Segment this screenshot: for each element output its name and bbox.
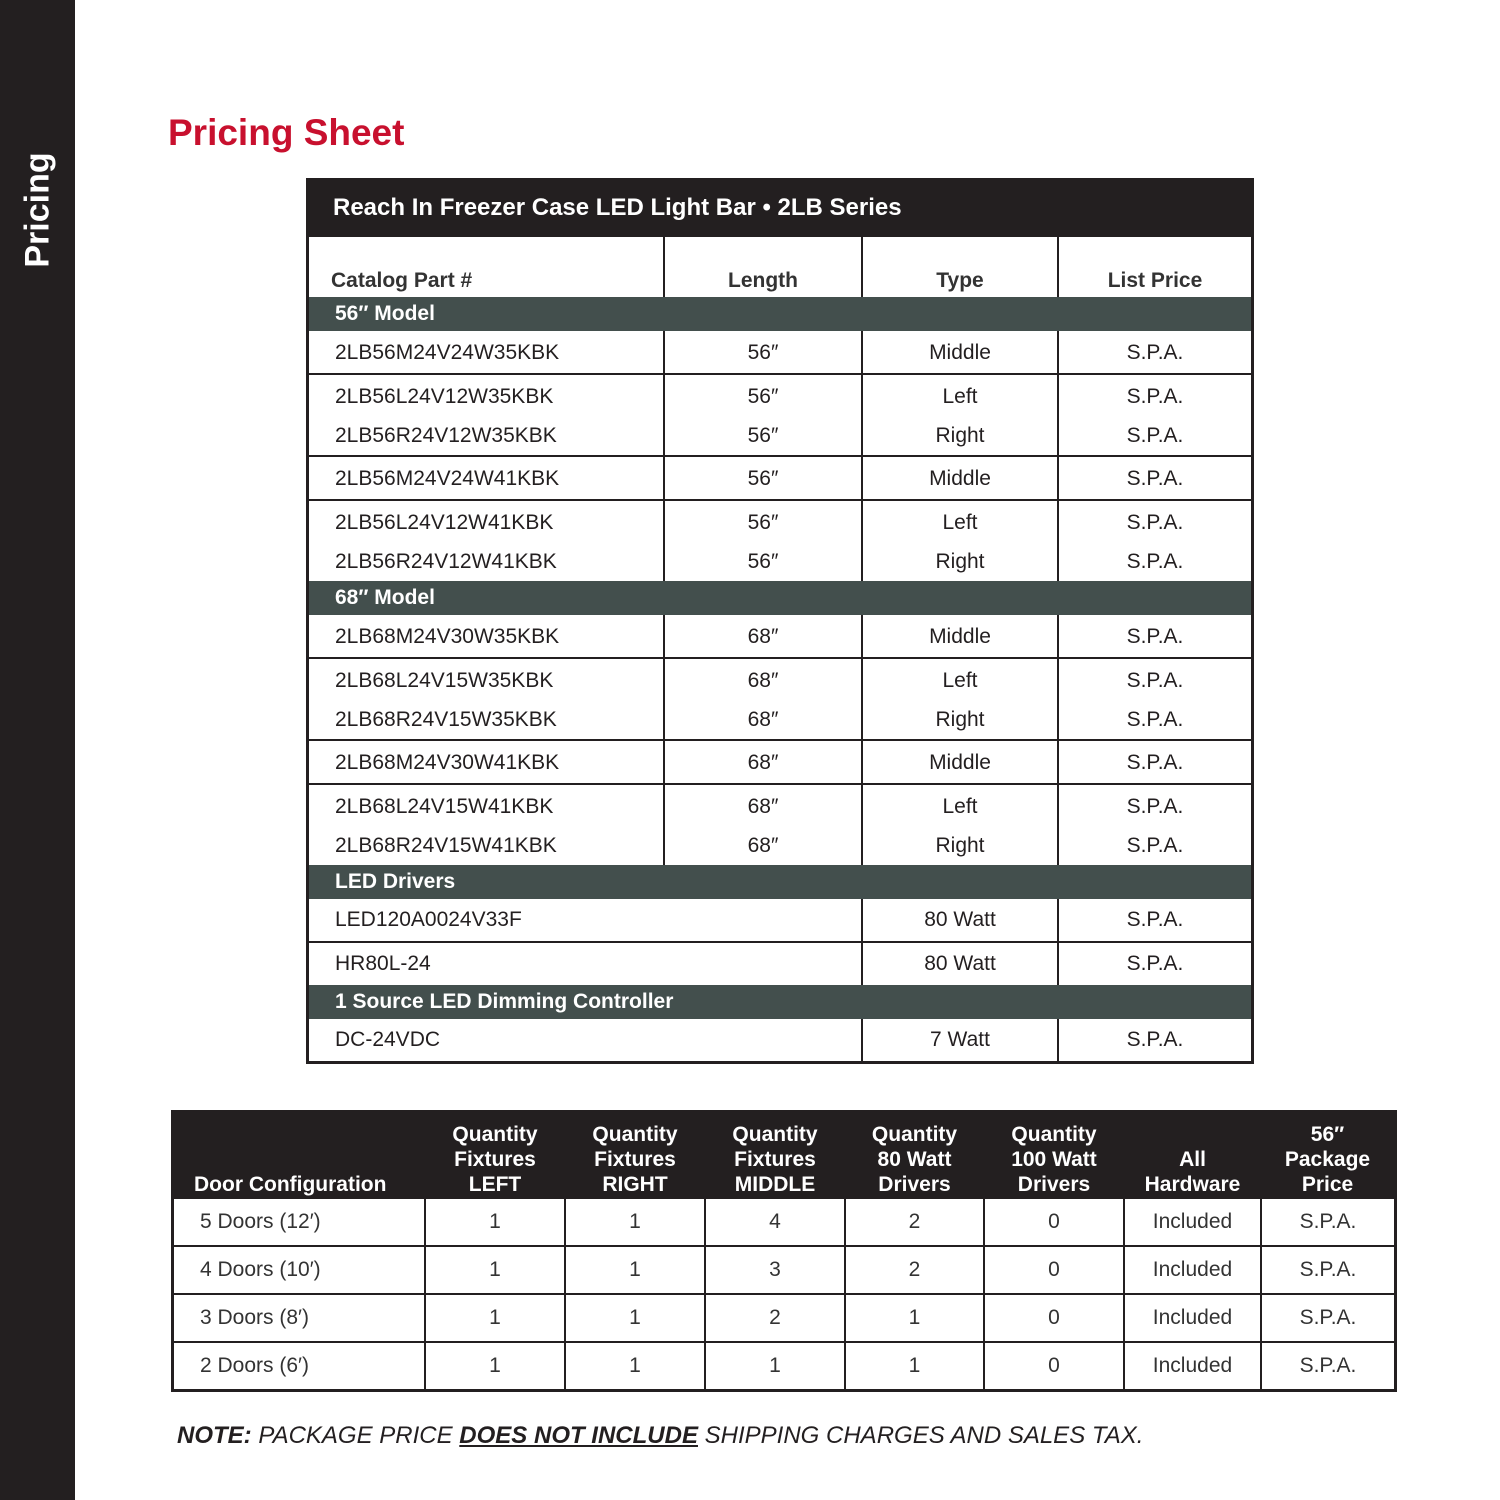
drivers-section-header-row bbox=[309, 865, 1251, 899]
package-header-line: Hardware bbox=[1144, 1173, 1241, 1196]
wattage: 80 Watt bbox=[862, 942, 1058, 985]
part-number-cell bbox=[309, 331, 664, 374]
package-header bbox=[1261, 1113, 1394, 1199]
type-cell bbox=[862, 740, 1058, 784]
package-cell: Included bbox=[1124, 1342, 1261, 1389]
part-number: 2LB68L24V15W35KBK bbox=[335, 669, 554, 692]
package-cell: 1 bbox=[425, 1246, 565, 1294]
controller-row bbox=[309, 1019, 1251, 1061]
package-cell: 2 bbox=[705, 1294, 845, 1342]
table-row bbox=[309, 658, 1251, 740]
note-text: PACKAGE PRICE bbox=[258, 1422, 453, 1449]
list-price: S.P.A. bbox=[1058, 942, 1251, 985]
package-header-line: Drivers bbox=[878, 1173, 951, 1196]
list-price: S.P.A. bbox=[1126, 511, 1184, 534]
section-header-row bbox=[309, 581, 1251, 615]
part-number-cell bbox=[309, 374, 664, 456]
table-caption: Reach In Freezer Case LED Light Bar • 2LB Series bbox=[309, 181, 1251, 236]
note-label: NOTE: bbox=[177, 1422, 252, 1449]
list-price-cell bbox=[1058, 658, 1251, 740]
type: Left bbox=[942, 511, 978, 534]
shipping-note bbox=[177, 1422, 1143, 1450]
list-price: S.P.A. bbox=[1126, 550, 1184, 573]
part-number: 2LB68M24V30W35KBK bbox=[335, 624, 560, 648]
controller-section-header-row bbox=[309, 985, 1251, 1019]
package-header bbox=[845, 1113, 984, 1199]
part-number: HR80L-24 bbox=[309, 942, 862, 985]
package-header-line: Quantity bbox=[592, 1123, 678, 1146]
note-text-end: SHIPPING CHARGES AND SALES TAX. bbox=[704, 1422, 1144, 1449]
package-cell: 0 bbox=[984, 1246, 1124, 1294]
list-price: S.P.A. bbox=[1126, 750, 1184, 774]
type-cell bbox=[862, 331, 1058, 374]
length: 68″ bbox=[747, 708, 779, 731]
door-configuration: 5 Doors (12′) bbox=[174, 1199, 425, 1246]
type: Right bbox=[935, 550, 985, 573]
type-cell bbox=[862, 500, 1058, 581]
header-catalog-part: Catalog Part # bbox=[309, 236, 664, 297]
list-price-cell bbox=[1058, 374, 1251, 456]
type: Middle bbox=[929, 750, 991, 774]
part-number: DC-24VDC bbox=[309, 1019, 862, 1061]
list-price: S.P.A. bbox=[1126, 795, 1184, 818]
package-cell: 0 bbox=[984, 1342, 1124, 1389]
type: Left bbox=[942, 385, 978, 408]
part-number-cell bbox=[309, 456, 664, 500]
length-cell bbox=[664, 456, 862, 500]
length-cell bbox=[664, 784, 862, 865]
package-cell: S.P.A. bbox=[1261, 1294, 1394, 1342]
package-header bbox=[565, 1113, 705, 1199]
drivers-section-header-title: LED Drivers bbox=[309, 865, 1251, 899]
table-row bbox=[309, 784, 1251, 865]
type: Right bbox=[935, 708, 985, 731]
table-row bbox=[309, 500, 1251, 581]
length: 68″ bbox=[747, 834, 779, 857]
package-header-line: Fixtures bbox=[594, 1148, 676, 1171]
length: 68″ bbox=[747, 795, 779, 818]
list-price: S.P.A. bbox=[1126, 908, 1184, 931]
length-cell bbox=[664, 615, 862, 658]
led-light-bar-price-table bbox=[306, 178, 1254, 1064]
package-header-row bbox=[174, 1113, 1394, 1199]
table-row bbox=[309, 331, 1251, 374]
type-cell bbox=[862, 456, 1058, 500]
table-row bbox=[309, 456, 1251, 500]
package-header bbox=[425, 1113, 565, 1199]
package-cell: 1 bbox=[425, 1294, 565, 1342]
type: Left bbox=[942, 669, 978, 692]
section-header-title: 68″ Model bbox=[309, 581, 1251, 615]
list-price-cell bbox=[1058, 740, 1251, 784]
list-price: S.P.A. bbox=[1126, 340, 1184, 364]
list-price-cell bbox=[1058, 456, 1251, 500]
package-cell: 1 bbox=[565, 1342, 705, 1389]
drivers-row bbox=[309, 942, 1251, 985]
package-header-line: Door Configuration bbox=[194, 1173, 387, 1196]
list-price-cell bbox=[1058, 331, 1251, 374]
package-cell: 1 bbox=[565, 1199, 705, 1246]
package-header-line: 100 Watt bbox=[1011, 1148, 1097, 1171]
part-number: 2LB68R24V15W41KBK bbox=[335, 834, 557, 857]
list-price: S.P.A. bbox=[1126, 1028, 1184, 1051]
package-header bbox=[984, 1113, 1124, 1199]
table-header-row bbox=[309, 236, 1251, 297]
header-type: Type bbox=[862, 236, 1058, 297]
note-emphasis: DOES NOT INCLUDE bbox=[459, 1422, 698, 1449]
section-header-row bbox=[309, 297, 1251, 331]
part-number-cell bbox=[309, 658, 664, 740]
package-header-line: Quantity bbox=[452, 1123, 538, 1146]
part-number: 2LB56R24V12W35KBK bbox=[335, 424, 557, 447]
package-cell: 1 bbox=[845, 1294, 984, 1342]
length: 56″ bbox=[747, 550, 779, 573]
package-header-line: Drivers bbox=[1017, 1173, 1091, 1196]
table-caption-row bbox=[309, 181, 1251, 236]
wattage: 7 Watt bbox=[862, 1019, 1058, 1061]
package-cell: 1 bbox=[425, 1199, 565, 1246]
part-number: 2LB56M24V24W35KBK bbox=[335, 340, 560, 364]
door-configuration: 4 Doors (10′) bbox=[174, 1246, 425, 1294]
package-cell: 1 bbox=[565, 1294, 705, 1342]
list-price-cell bbox=[1058, 500, 1251, 581]
package-cell: 1 bbox=[705, 1342, 845, 1389]
wattage: 80 Watt bbox=[862, 899, 1058, 942]
package-cell: 0 bbox=[984, 1199, 1124, 1246]
length: 56″ bbox=[747, 511, 779, 534]
package-cell: 4 bbox=[705, 1199, 845, 1246]
length: 56″ bbox=[747, 385, 779, 408]
package-header-line: All bbox=[1179, 1148, 1206, 1171]
length-cell bbox=[664, 658, 862, 740]
length: 56″ bbox=[747, 340, 779, 364]
table-row bbox=[309, 740, 1251, 784]
package-cell: 2 bbox=[845, 1199, 984, 1246]
part-number: 2LB56L24V12W35KBK bbox=[335, 385, 554, 408]
list-price: S.P.A. bbox=[1126, 466, 1184, 490]
list-price-cell bbox=[1058, 615, 1251, 658]
package-cell: 2 bbox=[845, 1246, 984, 1294]
table-row bbox=[309, 374, 1251, 456]
length: 68″ bbox=[747, 624, 779, 648]
controller-section-header-title: 1 Source LED Dimming Controller bbox=[309, 985, 1251, 1019]
package-header bbox=[705, 1113, 845, 1199]
part-number-cell bbox=[309, 615, 664, 658]
list-price-cell bbox=[1058, 784, 1251, 865]
type-cell bbox=[862, 658, 1058, 740]
side-tab-label: Pricing bbox=[18, 152, 57, 268]
type: Middle bbox=[929, 466, 991, 490]
length-cell bbox=[664, 740, 862, 784]
list-price: S.P.A. bbox=[1126, 708, 1184, 731]
list-price: S.P.A. bbox=[1126, 424, 1184, 447]
part-number: 2LB56R24V12W41KBK bbox=[335, 550, 557, 573]
section-header-title: 56″ Model bbox=[309, 297, 1251, 331]
length: 56″ bbox=[747, 466, 779, 490]
type: Right bbox=[935, 834, 985, 857]
length: 68″ bbox=[747, 750, 779, 774]
part-number-cell bbox=[309, 740, 664, 784]
part-number: 2LB56M24V24W41KBK bbox=[335, 466, 560, 490]
package-cell: Included bbox=[1124, 1199, 1261, 1246]
length-cell bbox=[664, 374, 862, 456]
package-header-line: Fixtures bbox=[734, 1148, 816, 1171]
header-length: Length bbox=[664, 236, 862, 297]
package-header-line: Fixtures bbox=[454, 1148, 536, 1171]
package-header-line: Quantity bbox=[732, 1123, 818, 1146]
page-title: Pricing Sheet bbox=[168, 112, 405, 153]
length: 56″ bbox=[747, 424, 779, 447]
package-header-line: 80 Watt bbox=[877, 1148, 952, 1171]
list-price: S.P.A. bbox=[1126, 834, 1184, 857]
type: Middle bbox=[929, 340, 991, 364]
drivers-row bbox=[309, 899, 1251, 942]
part-number: 2LB68L24V15W41KBK bbox=[335, 795, 554, 818]
package-row bbox=[174, 1246, 1394, 1294]
header-list-price: List Price bbox=[1058, 236, 1251, 297]
door-configuration: 2 Doors (6′) bbox=[174, 1342, 425, 1389]
package-header bbox=[1124, 1113, 1261, 1199]
package-row bbox=[174, 1294, 1394, 1342]
package-cell: 1 bbox=[425, 1342, 565, 1389]
part-number-cell bbox=[309, 500, 664, 581]
package-cell: S.P.A. bbox=[1261, 1246, 1394, 1294]
package-header-line: Package bbox=[1284, 1148, 1371, 1171]
part-number-cell bbox=[309, 784, 664, 865]
length: 68″ bbox=[747, 669, 779, 692]
package-cell: S.P.A. bbox=[1261, 1342, 1394, 1389]
door-configuration: 3 Doors (8′) bbox=[174, 1294, 425, 1342]
part-number: 2LB56L24V12W41KBK bbox=[335, 511, 554, 534]
package-header-line: LEFT bbox=[468, 1173, 522, 1196]
door-package-table bbox=[171, 1110, 1397, 1392]
table-row bbox=[309, 615, 1251, 658]
type: Right bbox=[935, 424, 985, 447]
package-header-line: RIGHT bbox=[602, 1173, 668, 1196]
type: Left bbox=[942, 795, 978, 818]
type-cell bbox=[862, 374, 1058, 456]
package-header bbox=[174, 1113, 425, 1199]
package-cell: Included bbox=[1124, 1246, 1261, 1294]
package-cell: 3 bbox=[705, 1246, 845, 1294]
length-cell bbox=[664, 500, 862, 581]
package-header-line: Price bbox=[1301, 1173, 1354, 1196]
package-header-line: Quantity bbox=[871, 1123, 958, 1146]
side-tab bbox=[0, 0, 75, 1500]
list-price: S.P.A. bbox=[1126, 385, 1184, 408]
package-header-line: Quantity bbox=[1011, 1123, 1097, 1146]
package-cell: Included bbox=[1124, 1294, 1261, 1342]
type-cell bbox=[862, 615, 1058, 658]
package-header-line: 56″ bbox=[1310, 1123, 1345, 1146]
package-cell: S.P.A. bbox=[1299, 1210, 1357, 1233]
package-row bbox=[174, 1342, 1394, 1389]
package-header-line: MIDDLE bbox=[734, 1173, 816, 1196]
package-cell: 0 bbox=[984, 1294, 1124, 1342]
part-number: 2LB68R24V15W35KBK bbox=[335, 708, 557, 731]
list-price: S.P.A. bbox=[1126, 669, 1184, 692]
part-number: 2LB68M24V30W41KBK bbox=[335, 750, 560, 774]
package-cell: 1 bbox=[845, 1342, 984, 1389]
package-cell: 1 bbox=[565, 1246, 705, 1294]
list-price: S.P.A. bbox=[1126, 624, 1184, 648]
type-cell bbox=[862, 784, 1058, 865]
package-row bbox=[174, 1199, 1394, 1246]
type: Middle bbox=[929, 624, 991, 648]
length-cell bbox=[664, 331, 862, 374]
part-number: LED120A0024V33F bbox=[309, 899, 862, 942]
